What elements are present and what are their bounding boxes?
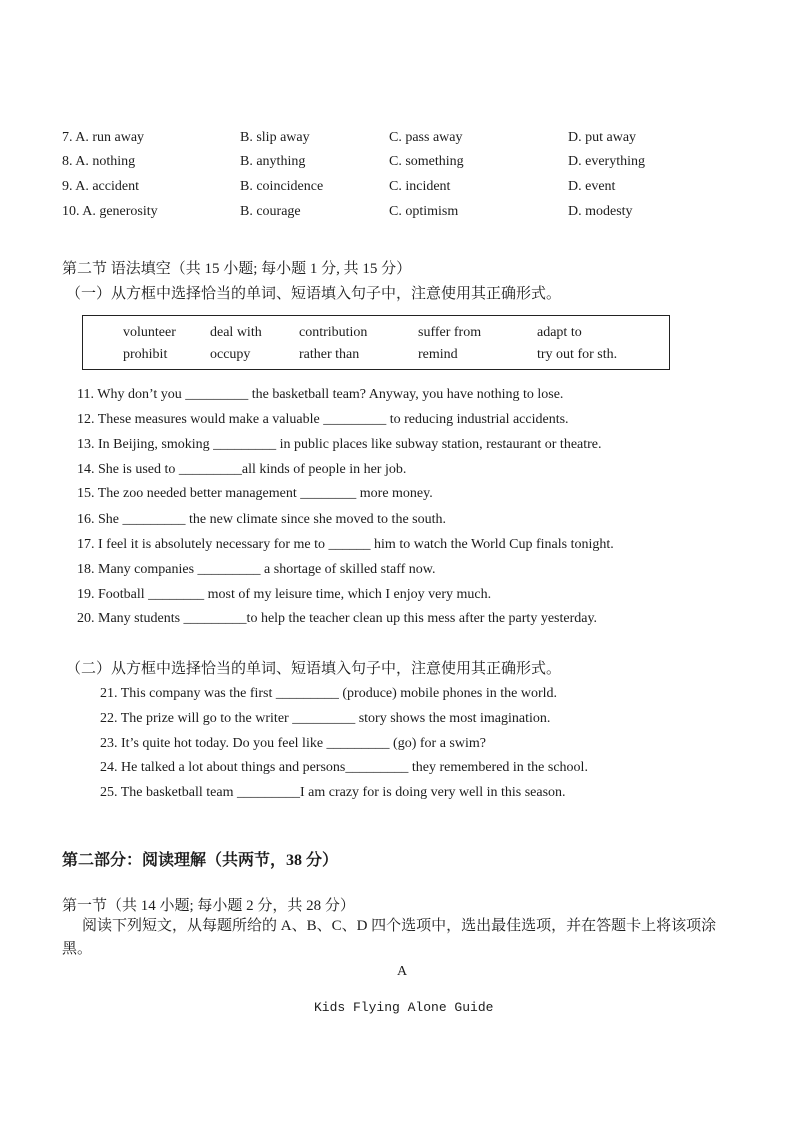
- word-box-item: prohibit: [123, 347, 168, 362]
- part-one-instruction: （一）从方框中选择恰当的单词、短语填入句子中，注意使用其正确形式。: [66, 286, 562, 302]
- word-box-item: try out for sth.: [537, 347, 618, 362]
- word-box-item: deal with: [210, 325, 262, 340]
- option-a: 7. A. run away: [62, 130, 145, 145]
- word-box-item: volunteer: [123, 325, 176, 340]
- option-b: B. anything: [240, 154, 306, 169]
- grammar-section-title: 第二节 语法填空（共 15 小题; 每小题 1 分, 共 15 分）: [62, 261, 412, 277]
- option-d: D. event: [568, 179, 616, 194]
- question-19: 19. Football ________ most of my leisure time, which I enjoy very much.: [77, 587, 492, 602]
- word-box: [82, 315, 670, 370]
- option-b: B. courage: [240, 204, 301, 219]
- word-box-item: occupy: [210, 347, 251, 362]
- passage-title: Kids Flying Alone Guide: [314, 1000, 494, 1015]
- choice-row-8: [0, 153, 794, 171]
- question-20: 20. Many students _________to help the teacher clean up this mess after the party yesterday.: [77, 611, 598, 626]
- option-a: 9. A. accident: [62, 179, 139, 194]
- option-c: C. pass away: [389, 130, 463, 145]
- reading-subsection-title: 第一节（共 14 小题; 每小题 2 分，共 28 分）: [62, 898, 355, 914]
- question-11: 11. Why don’t you _________ the basketball team? Anyway, you have nothing to lose.: [77, 387, 564, 402]
- question-23: 23. It’s quite hot today. Do you feel like _________ (go) for a swim?: [100, 736, 486, 751]
- word-box-item: rather than: [299, 347, 360, 362]
- question-18: 18. Many companies _________ a shortage of skilled staff now.: [77, 562, 436, 577]
- question-21: 21. This company was the first _________ (produce) mobile phones in the world.: [100, 686, 557, 701]
- option-c: C. something: [389, 154, 464, 169]
- option-b: B. slip away: [240, 130, 310, 145]
- option-a: 8. A. nothing: [62, 154, 136, 169]
- option-a: 10. A. generosity: [62, 204, 158, 219]
- reading-instruction-line1: 阅读下列短文，从每题所给的 A、B、C、D 四个选项中，选出最佳选项，并在答题卡上将该项涂: [82, 918, 717, 934]
- option-d: D. modesty: [568, 204, 633, 219]
- choice-row-7: [0, 129, 794, 147]
- passage-label: A: [397, 964, 408, 979]
- question-15: 15. The zoo needed better management ________ more money.: [77, 486, 433, 501]
- question-25: 25. The basketball team _________I am crazy for is doing very well in this season.: [100, 785, 566, 800]
- question-12: 12. These measures would make a valuable _________ to reducing industrial accidents.: [77, 412, 569, 427]
- choice-row-9: [0, 178, 794, 196]
- question-24: 24. He talked a lot about things and persons_________ they remembered in the school.: [100, 760, 588, 775]
- question-13: 13. In Beijing, smoking _________ in public places like subway station, restaurant or theatre.: [77, 437, 602, 452]
- question-22: 22. The prize will go to the writer _________ story shows the most imagination.: [100, 711, 551, 726]
- option-d: D. put away: [568, 130, 637, 145]
- reading-section-title: 第二部分：阅读理解（共两节，38 分）: [62, 852, 339, 869]
- reading-instruction-line2: 黑。: [62, 941, 93, 957]
- option-d: D. everything: [568, 154, 645, 169]
- option-b: B. coincidence: [240, 179, 324, 194]
- word-box-item: contribution: [299, 325, 368, 340]
- choice-row-10: [0, 203, 794, 221]
- option-c: C. incident: [389, 179, 451, 194]
- question-16: 16. She _________ the new climate since she moved to the south.: [77, 512, 446, 527]
- word-box-item: suffer from: [418, 325, 482, 340]
- word-box-item: remind: [418, 347, 458, 362]
- question-17: 17. I feel it is absolutely necessary for me to ______ him to watch the World Cup finals tonight.: [77, 537, 614, 552]
- part-two-instruction: （二）从方框中选择恰当的单词、短语填入句子中，注意使用其正确形式。: [66, 661, 562, 677]
- option-c: C. optimism: [389, 204, 459, 219]
- question-14: 14. She is used to _________all kinds of people in her job.: [77, 462, 407, 477]
- word-box-item: adapt to: [537, 325, 582, 340]
